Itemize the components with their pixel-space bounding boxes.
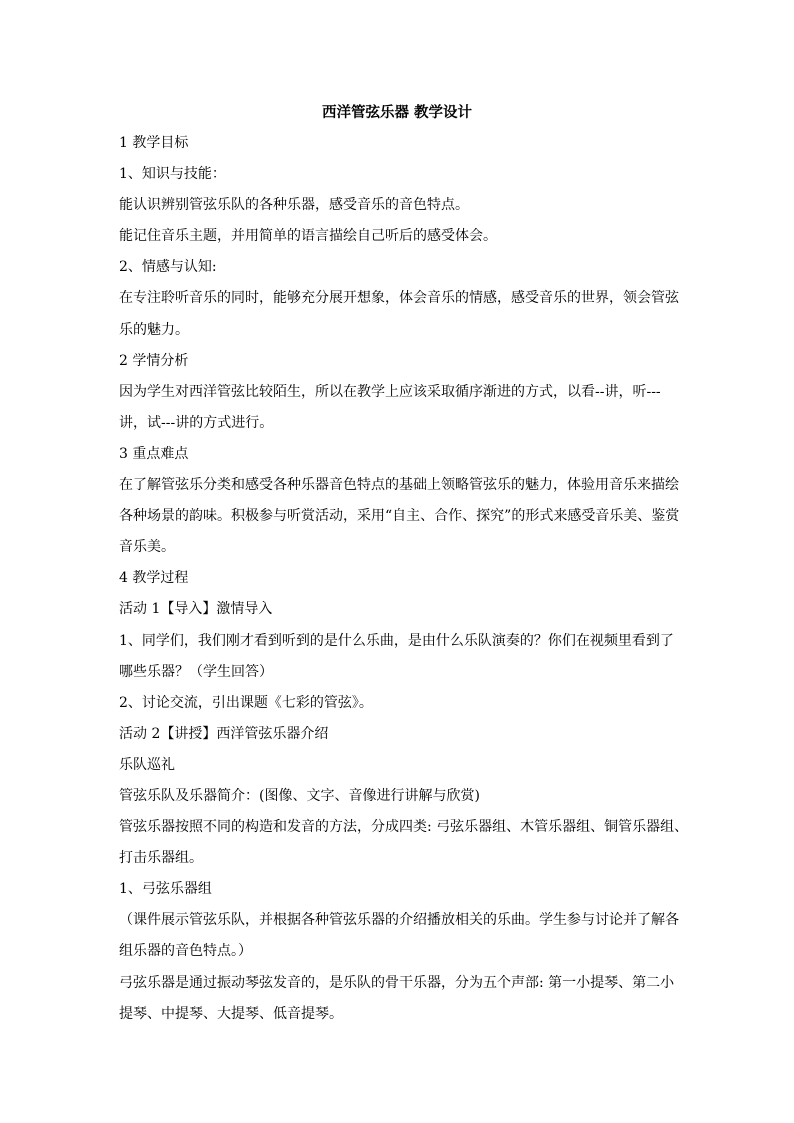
document-body xyxy=(119,133,689,1035)
text-line: 4 教学过程 xyxy=(119,570,189,587)
text-line: 音乐美。 xyxy=(119,539,175,556)
text-line: 能认识辨别管弦乐队的各种乐器，感受音乐的音色特点。 xyxy=(119,197,469,214)
text-line: 在了解管弦乐分类和感受各种乐器音色特点的基础上领略管弦乐的魅力，体验用音乐来描绘 xyxy=(119,477,679,494)
text-line: （课件展示管弦乐队，并根据各种管弦乐器的介绍播放相关的乐曲。学生参与讨论并了解各 xyxy=(119,912,679,929)
text-line: 管弦乐器按照不同的构造和发音的方法，分成四类: 弓弦乐器组、木管乐器组、铜管乐器组、 xyxy=(119,819,689,836)
text-line: 2、讨论交流，引出课题《七彩的管弦》。 xyxy=(119,694,373,711)
text-line: 因为学生对西洋管弦比较陌生，所以在教学上应该采取循序渐进的方式，以看--讲，听--- xyxy=(119,383,661,400)
text-line: 1、弓弦乐器组 xyxy=(119,881,212,898)
text-line: 3 重点难点 xyxy=(119,445,189,462)
text-line: 管弦乐队及乐器简介：(图像、文字、音像进行讲解与欣赏) xyxy=(119,787,480,804)
text-line: 活动 2【讲授】西洋管弦乐器介绍 xyxy=(119,725,329,742)
text-line: 讲，试---讲的方式进行。 xyxy=(119,414,274,431)
text-line: 各种场景的韵味。积极参与听赏活动，采用“自主、合作、探究”的形式来感受音乐美、鉴赏 xyxy=(119,508,680,525)
text-line: 活动 1【导入】激情导入 xyxy=(119,601,273,618)
text-line: 打击乐器组。 xyxy=(119,850,203,867)
text-line: 在专注聆听音乐的同时，能够充分展开想象，体会音乐的情感，感受音乐的世界，领会管弦 xyxy=(119,290,679,307)
text-line: 提琴、中提琴、大提琴、低音提琴。 xyxy=(119,1005,343,1022)
text-line: 哪些乐器？（学生回答） xyxy=(119,663,273,680)
text-line: 1、同学们，我们刚才看到听到的是什么乐曲，是由什么乐队演奏的？你们在视频里看到了 xyxy=(119,632,674,649)
text-line: 乐队巡礼 xyxy=(119,756,175,773)
text-line: 2 学情分析 xyxy=(119,352,189,369)
text-line: 弓弦乐器是通过振动琴弦发音的，是乐队的骨干乐器，分为五个声部: 第一小提琴、第二小 xyxy=(119,974,675,991)
text-line: 乐的魅力。 xyxy=(119,321,189,338)
text-line: 组乐器的音色特点。） xyxy=(119,943,252,960)
text-line: 1、知识与技能： xyxy=(119,166,226,183)
text-line: 2、情感与认知: xyxy=(119,259,217,276)
text-line: 1 教学目标 xyxy=(119,135,189,151)
document-title: 西洋管弦乐器 教学设计 xyxy=(321,104,473,121)
text-line: 能记住音乐主题，并用简单的语言描绘自己听后的感受体会。 xyxy=(119,228,497,245)
